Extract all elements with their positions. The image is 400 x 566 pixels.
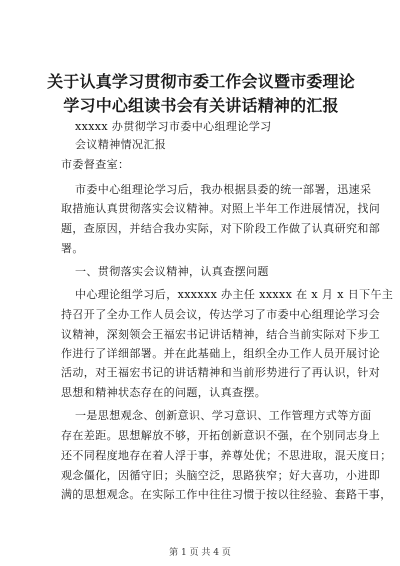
body-line: 中心理论组学习后，xxxxxx 办主任 xxxxx 在 x 月 x 日下午主 <box>75 288 394 301</box>
body-line: 一是思想观念、创新意识、学习意识、工作管理方式等方面 <box>75 409 372 422</box>
body-line: 作进行了详细部署。并在此基础上，组织全办工作人员开展讨论 <box>61 347 381 360</box>
body-line: 满的思想观念。在实际工作中往往习惯于按以往经验、套路干事， <box>61 488 392 501</box>
body-line: 还不同程度地存在着人浮于事，养尊处优；不思进取，混天度日； <box>61 449 392 462</box>
body-line: 市委中心组理论学习后，我办根据县委的统一部署，迅速采 <box>75 183 372 196</box>
body-line: 持召开了全办工作人员会议，传达学习了市委中心组理论学习会 <box>61 308 381 321</box>
body-line: 议精神，深刻领会王福宏书记讲话精神，结合当前实际对下步工 <box>61 328 381 341</box>
body-line: 存在差距。思想解放不够，开拓创新意识不强，在个别同志身上 <box>61 429 381 442</box>
body-line: 活动，对王福宏书记的讲话精神和当前形势进行了再认识，针对 <box>61 366 381 379</box>
page-footer: 第 1 页 共 4 页 <box>169 548 231 558</box>
body-line: 观念僵化，因循守旧；头脑空泛，思路狭窄；好大喜功，小进即 <box>61 469 381 482</box>
body-line: 题，查原因，并结合我办实际，对下阶段工作做了认真研究和部 <box>61 222 381 235</box>
salutation: 市委督查室： <box>61 158 130 171</box>
section-heading: 一、贯彻落实会议精神，认真查摆问题 <box>75 265 269 278</box>
body-line: 署。 <box>61 242 84 255</box>
body-line: xxxxx 办贯彻学习市委中心组理论学习 <box>75 120 272 133</box>
body-line: 思想和精神状态存在的问题，认真查摆。 <box>61 386 267 399</box>
document-title: 关于认真学习贯彻市委工作会议暨市委理论学习中心组读书会有关讲话精神的汇报 <box>47 72 355 115</box>
body-line: 取措施认真贯彻落实会议精神。对照上半年工作进展情况，找问 <box>61 202 381 215</box>
body-line: 会议精神情况汇报 <box>75 138 167 151</box>
